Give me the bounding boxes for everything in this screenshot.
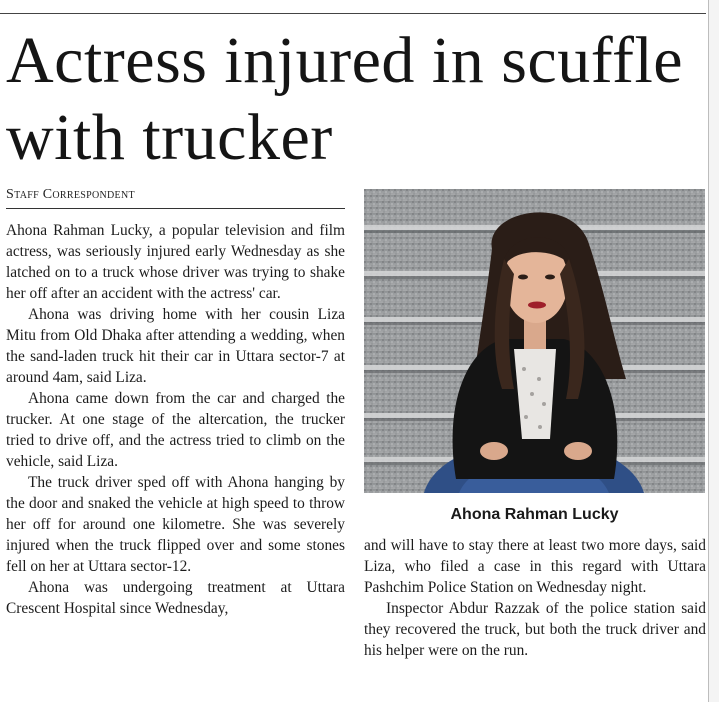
byline: Staff Correspondent (6, 186, 345, 209)
top-rule (0, 13, 706, 14)
photo-illustration (364, 189, 705, 493)
article-column-2 (364, 535, 706, 661)
paragraph: Inspector Abdur Razzak of the police station said they recovered the truck, but both the truck driver and his helper were on the run. (364, 600, 706, 659)
paragraph: Ahona was undergoing treatment at Uttara Crescent Hospital since Wednesday, (6, 579, 345, 617)
paragraph: and will have to stay there at least two more days, said Liza, who filed a case in this regard with Uttara Pashchim Police Station on Wednesday night. (364, 537, 706, 596)
photo-caption: Ahona Rahman Lucky (450, 506, 619, 523)
paragraph: The truck driver sped off with Ahona hanging by the door and snaked the vehicle at high speed to throw her off for around one kilometre. She was severely injured when the truck flipped over and some stones fell on her at Uttara sector-12. (6, 474, 345, 575)
paragraph: Ahona came down from the car and charged the trucker. At one stage of the altercation, the trucker tried to drive off, and the actress tried to climb on the vehicle, said Liza. (6, 390, 345, 470)
paragraph: Ahona was driving home with her cousin Liza Mitu from Old Dhaka after attending a wedding, when the sand-laden truck hit their car in Uttara sector-7 at around 4am, said Liza. (6, 306, 345, 386)
paragraph: Ahona Rahman Lucky, a popular television and film actress, was seriously injured early Wednesday as she latched on to a truck whose driver was trying to shake her off after an accident with the actress' car. (6, 222, 345, 302)
headline: Actress injured in scuffle with trucker (6, 24, 684, 174)
page-edge (708, 0, 719, 702)
article-column-1 (6, 220, 345, 619)
article-photo (364, 189, 705, 493)
